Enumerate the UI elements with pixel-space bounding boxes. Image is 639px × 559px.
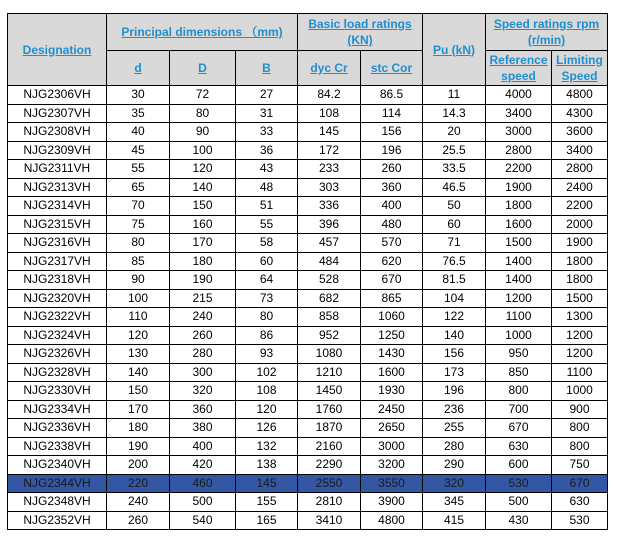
cell-D: 180 [170,252,236,271]
cell-dyc-cr: 1760 [298,400,361,419]
cell-dyc-cr: 457 [298,234,361,253]
cell-B: 145 [236,474,298,493]
cell-D: 540 [170,511,236,530]
cell-reference-speed: 1600 [486,215,552,234]
cell-reference-speed: 1200 [486,289,552,308]
cell-B: 58 [236,234,298,253]
cell-stc-cor: 196 [361,141,423,160]
cell-stc-cor: 1430 [361,345,423,364]
cell-dyc-cr: 172 [298,141,361,160]
cell-reference-speed: 1800 [486,197,552,216]
bearing-spec-table-container [7,13,608,530]
cell-stc-cor: 86.5 [361,86,423,105]
cell-stc-cor: 620 [361,252,423,271]
cell-pu: 76.5 [423,252,486,271]
cell-pu: 173 [423,363,486,382]
cell-designation: NJG2320VH [8,289,107,308]
cell-dyc-cr: 84.2 [298,86,361,105]
cell-d: 65 [107,178,170,197]
cell-reference-speed: 3400 [486,104,552,123]
cell-designation: NJG2352VH [8,511,107,530]
header-speed-ratings[interactable]: Speed ratings rpm (r/min) [486,14,608,51]
cell-dyc-cr: 108 [298,104,361,123]
cell-pu: 345 [423,493,486,512]
cell-B: 43 [236,160,298,179]
table-row[interactable] [8,326,608,345]
cell-d: 45 [107,141,170,160]
cell-stc-cor: 670 [361,271,423,290]
cell-B: 31 [236,104,298,123]
cell-d: 35 [107,104,170,123]
cell-limiting-speed: 900 [552,400,608,419]
cell-limiting-speed: 2400 [552,178,608,197]
cell-d: 130 [107,345,170,364]
cell-B: 27 [236,86,298,105]
cell-limiting-speed: 1900 [552,234,608,253]
cell-B: 126 [236,419,298,438]
cell-reference-speed: 950 [486,345,552,364]
header-dyc-cr[interactable]: dyc Cr [298,51,361,86]
cell-stc-cor: 1930 [361,382,423,401]
cell-pu: 255 [423,419,486,438]
cell-stc-cor: 1250 [361,326,423,345]
cell-D: 380 [170,419,236,438]
cell-designation: NJG2311VH [8,160,107,179]
cell-D: 360 [170,400,236,419]
table-row[interactable] [8,289,608,308]
cell-stc-cor: 4800 [361,511,423,530]
cell-d: 75 [107,215,170,234]
cell-D: 80 [170,104,236,123]
table-row[interactable] [8,104,608,123]
cell-dyc-cr: 3410 [298,511,361,530]
cell-D: 460 [170,474,236,493]
header-stc-cor[interactable]: stc Cor [361,51,423,86]
cell-stc-cor: 480 [361,215,423,234]
cell-reference-speed: 2200 [486,160,552,179]
cell-pu: 140 [423,326,486,345]
cell-designation: NJG2306VH [8,86,107,105]
cell-B: 93 [236,345,298,364]
cell-pu: 25.5 [423,141,486,160]
cell-B: 48 [236,178,298,197]
cell-d: 30 [107,86,170,105]
cell-B: 165 [236,511,298,530]
cell-B: 155 [236,493,298,512]
cell-reference-speed: 1100 [486,308,552,327]
cell-pu: 415 [423,511,486,530]
cell-dyc-cr: 952 [298,326,361,345]
bearing-spec-table [7,13,608,530]
cell-stc-cor: 156 [361,123,423,142]
cell-limiting-speed: 4300 [552,104,608,123]
cell-D: 160 [170,215,236,234]
cell-reference-speed: 670 [486,419,552,438]
cell-D: 140 [170,178,236,197]
cell-designation: NJG2309VH [8,141,107,160]
cell-pu: 122 [423,308,486,327]
header-d[interactable]: d [107,51,170,86]
table-row[interactable] [8,456,608,475]
cell-B: 55 [236,215,298,234]
cell-designation: NJG2348VH [8,493,107,512]
cell-reference-speed: 1400 [486,271,552,290]
cell-pu: 81.5 [423,271,486,290]
cell-d: 70 [107,197,170,216]
cell-designation: NJG2316VH [8,234,107,253]
cell-d: 200 [107,456,170,475]
cell-stc-cor: 3900 [361,493,423,512]
cell-designation: NJG2336VH [8,419,107,438]
cell-pu: 50 [423,197,486,216]
cell-dyc-cr: 2810 [298,493,361,512]
cell-designation: NJG2314VH [8,197,107,216]
table-row[interactable] [8,86,608,105]
cell-B: 73 [236,289,298,308]
cell-D: 280 [170,345,236,364]
cell-limiting-speed: 1200 [552,326,608,345]
cell-d: 140 [107,363,170,382]
cell-pu: 60 [423,215,486,234]
cell-reference-speed: 1500 [486,234,552,253]
cell-dyc-cr: 2160 [298,437,361,456]
cell-B: 36 [236,141,298,160]
cell-D: 500 [170,493,236,512]
cell-dyc-cr: 233 [298,160,361,179]
cell-dyc-cr: 1450 [298,382,361,401]
cell-limiting-speed: 1800 [552,252,608,271]
header-pu[interactable]: Pu (kN) [423,14,486,86]
cell-stc-cor: 3000 [361,437,423,456]
cell-d: 90 [107,271,170,290]
cell-pu: 196 [423,382,486,401]
cell-B: 102 [236,363,298,382]
cell-limiting-speed: 1300 [552,308,608,327]
table-row[interactable] [8,197,608,216]
table-row[interactable] [8,474,608,493]
cell-limiting-speed: 4800 [552,86,608,105]
cell-limiting-speed: 1000 [552,382,608,401]
table-row[interactable] [8,178,608,197]
cell-limiting-speed: 1100 [552,363,608,382]
cell-limiting-speed: 1800 [552,271,608,290]
cell-reference-speed: 630 [486,437,552,456]
table-row[interactable] [8,511,608,530]
cell-d: 85 [107,252,170,271]
table-row[interactable] [8,123,608,142]
cell-d: 80 [107,234,170,253]
header-D[interactable]: D [170,51,236,86]
cell-D: 400 [170,437,236,456]
cell-B: 108 [236,382,298,401]
cell-reference-speed: 600 [486,456,552,475]
cell-designation: NJG2324VH [8,326,107,345]
cell-D: 100 [170,141,236,160]
cell-dyc-cr: 1080 [298,345,361,364]
cell-B: 120 [236,400,298,419]
cell-designation: NJG2322VH [8,308,107,327]
cell-stc-cor: 260 [361,160,423,179]
table-row[interactable] [8,419,608,438]
cell-dyc-cr: 858 [298,308,361,327]
cell-stc-cor: 570 [361,234,423,253]
cell-pu: 320 [423,474,486,493]
cell-pu: 20 [423,123,486,142]
cell-d: 40 [107,123,170,142]
cell-D: 300 [170,363,236,382]
cell-designation: NJG2334VH [8,400,107,419]
cell-pu: 14.3 [423,104,486,123]
cell-d: 190 [107,437,170,456]
table-row[interactable] [8,234,608,253]
cell-B: 138 [236,456,298,475]
cell-B: 132 [236,437,298,456]
table-row[interactable] [8,308,608,327]
header-reference-speed[interactable]: Reference speed [486,51,552,86]
cell-dyc-cr: 1210 [298,363,361,382]
cell-reference-speed: 3000 [486,123,552,142]
cell-limiting-speed: 630 [552,493,608,512]
table-row[interactable] [8,345,608,364]
cell-designation: NJG2313VH [8,178,107,197]
cell-stc-cor: 865 [361,289,423,308]
cell-dyc-cr: 528 [298,271,361,290]
cell-pu: 104 [423,289,486,308]
cell-d: 220 [107,474,170,493]
table-row[interactable] [8,363,608,382]
cell-designation: NJG2307VH [8,104,107,123]
table-row[interactable] [8,271,608,290]
cell-limiting-speed: 2800 [552,160,608,179]
cell-stc-cor: 3550 [361,474,423,493]
cell-dyc-cr: 303 [298,178,361,197]
cell-dyc-cr: 336 [298,197,361,216]
cell-dyc-cr: 2550 [298,474,361,493]
cell-stc-cor: 3200 [361,456,423,475]
cell-limiting-speed: 800 [552,419,608,438]
header-limiting-speed[interactable]: Limiting Speed [552,51,608,86]
cell-reference-speed: 1400 [486,252,552,271]
cell-D: 120 [170,160,236,179]
cell-B: 51 [236,197,298,216]
cell-d: 100 [107,289,170,308]
cell-stc-cor: 2450 [361,400,423,419]
cell-designation: NJG2328VH [8,363,107,382]
cell-reference-speed: 4000 [486,86,552,105]
cell-d: 120 [107,326,170,345]
cell-B: 60 [236,252,298,271]
cell-d: 260 [107,511,170,530]
table-header [8,14,608,86]
cell-B: 80 [236,308,298,327]
cell-reference-speed: 800 [486,382,552,401]
table-row[interactable] [8,252,608,271]
cell-D: 72 [170,86,236,105]
cell-reference-speed: 1000 [486,326,552,345]
cell-pu: 280 [423,437,486,456]
cell-designation: NJG2344VH [8,474,107,493]
cell-limiting-speed: 3600 [552,123,608,142]
cell-designation: NJG2326VH [8,345,107,364]
cell-d: 240 [107,493,170,512]
cell-pu: 156 [423,345,486,364]
cell-limiting-speed: 1500 [552,289,608,308]
cell-limiting-speed: 750 [552,456,608,475]
cell-reference-speed: 700 [486,400,552,419]
cell-D: 90 [170,123,236,142]
cell-designation: NJG2308VH [8,123,107,142]
cell-limiting-speed: 2000 [552,215,608,234]
cell-D: 260 [170,326,236,345]
cell-limiting-speed: 1200 [552,345,608,364]
cell-designation: NJG2330VH [8,382,107,401]
cell-D: 215 [170,289,236,308]
cell-B: 64 [236,271,298,290]
cell-B: 33 [236,123,298,142]
cell-d: 150 [107,382,170,401]
cell-stc-cor: 360 [361,178,423,197]
cell-dyc-cr: 1870 [298,419,361,438]
cell-reference-speed: 530 [486,474,552,493]
cell-stc-cor: 400 [361,197,423,216]
cell-designation: NJG2318VH [8,271,107,290]
cell-stc-cor: 1600 [361,363,423,382]
header-basic-load-ratings[interactable]: Basic load ratings (KN) [298,14,423,51]
cell-D: 320 [170,382,236,401]
cell-reference-speed: 1900 [486,178,552,197]
table-row[interactable] [8,141,608,160]
cell-designation: NJG2340VH [8,456,107,475]
cell-reference-speed: 500 [486,493,552,512]
cell-D: 150 [170,197,236,216]
cell-pu: 46.5 [423,178,486,197]
cell-dyc-cr: 484 [298,252,361,271]
cell-dyc-cr: 2290 [298,456,361,475]
table-row[interactable] [8,400,608,419]
cell-d: 170 [107,400,170,419]
cell-d: 55 [107,160,170,179]
cell-pu: 33.5 [423,160,486,179]
table-row[interactable] [8,160,608,179]
cell-d: 110 [107,308,170,327]
cell-designation: NJG2317VH [8,252,107,271]
cell-stc-cor: 114 [361,104,423,123]
cell-D: 170 [170,234,236,253]
cell-limiting-speed: 800 [552,437,608,456]
cell-D: 240 [170,308,236,327]
cell-designation: NJG2315VH [8,215,107,234]
cell-pu: 290 [423,456,486,475]
cell-reference-speed: 850 [486,363,552,382]
cell-stc-cor: 1060 [361,308,423,327]
table-row[interactable] [8,215,608,234]
cell-stc-cor: 2650 [361,419,423,438]
cell-limiting-speed: 2200 [552,197,608,216]
cell-B: 86 [236,326,298,345]
cell-reference-speed: 430 [486,511,552,530]
cell-dyc-cr: 682 [298,289,361,308]
table-row[interactable] [8,382,608,401]
cell-pu: 71 [423,234,486,253]
header-B[interactable]: B [236,51,298,86]
cell-limiting-speed: 3400 [552,141,608,160]
table-body [8,86,608,530]
cell-D: 190 [170,271,236,290]
cell-limiting-speed: 670 [552,474,608,493]
cell-limiting-speed: 530 [552,511,608,530]
cell-D: 420 [170,456,236,475]
cell-d: 180 [107,419,170,438]
cell-dyc-cr: 396 [298,215,361,234]
header-principal-dimensions[interactable]: Principal dimensions （mm) [107,14,298,51]
header-designation[interactable]: Designation [8,14,107,86]
cell-reference-speed: 2800 [486,141,552,160]
cell-designation: NJG2338VH [8,437,107,456]
cell-pu: 11 [423,86,486,105]
cell-pu: 236 [423,400,486,419]
cell-dyc-cr: 145 [298,123,361,142]
table-row[interactable] [8,437,608,456]
table-row[interactable] [8,493,608,512]
